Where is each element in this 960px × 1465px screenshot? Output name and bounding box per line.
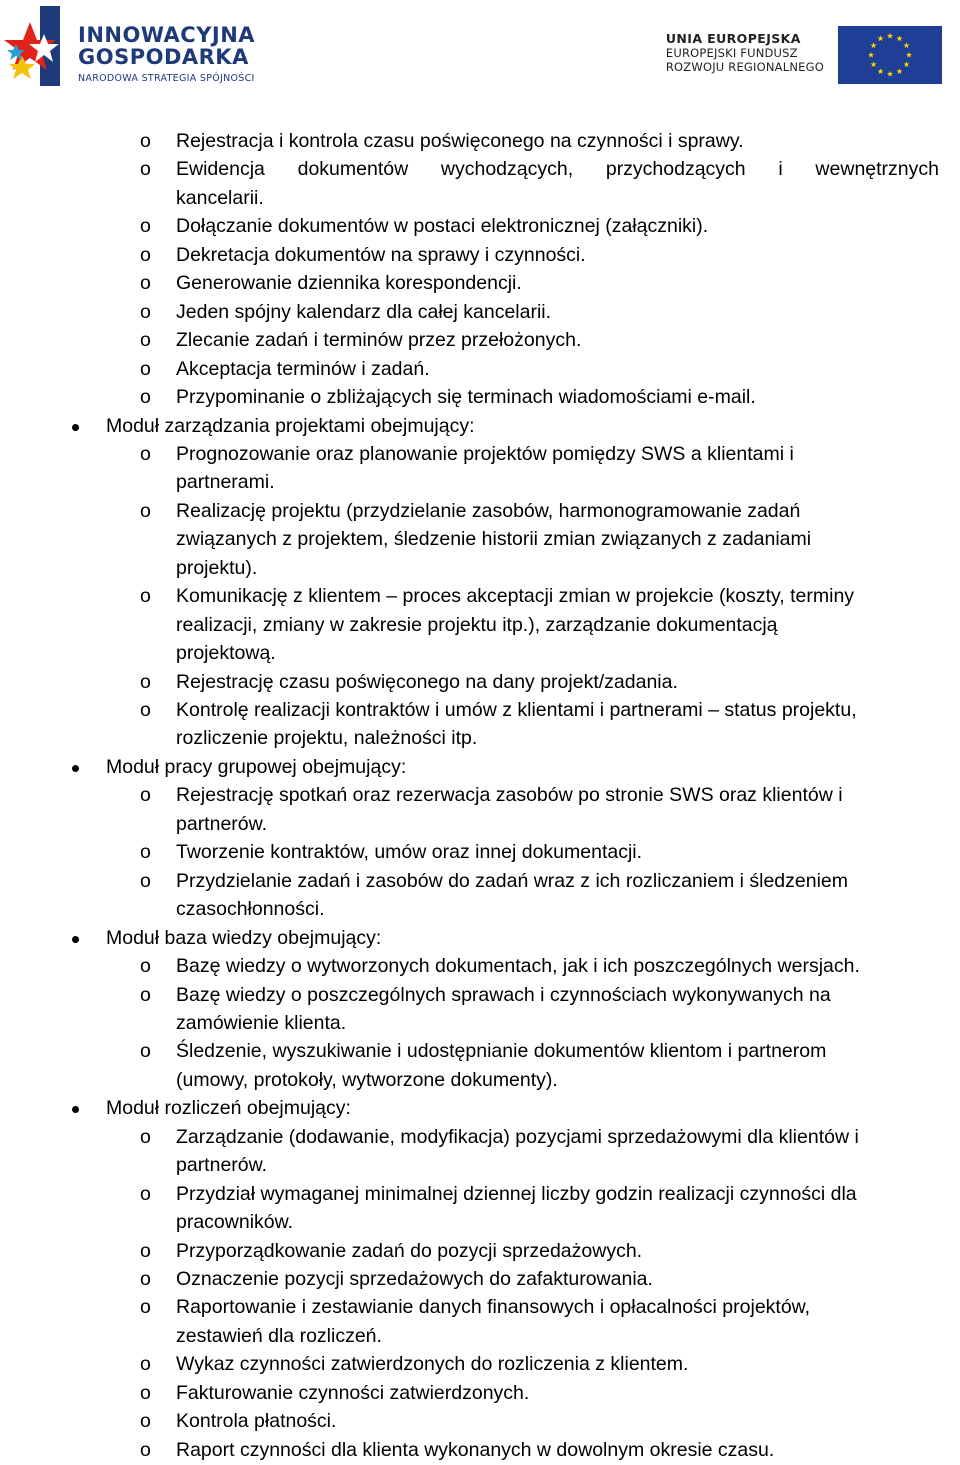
logo-line-2: GOSPODARKA — [78, 45, 249, 69]
list-item-text: związanych z projektem, śledzenie historii zmian związanych z zadaniami — [176, 528, 812, 551]
list-marker-o: o — [140, 1040, 151, 1063]
list-marker-o: o — [140, 955, 151, 978]
list-marker-o: o — [140, 499, 151, 522]
list-marker-o: o — [140, 1381, 151, 1404]
list-marker-o: o — [140, 1438, 151, 1461]
list-marker-o: o — [140, 272, 151, 295]
list-item-text: zestawień dla rozliczeń. — [176, 1324, 382, 1347]
list-marker-o: o — [140, 670, 151, 693]
eu-title: UNIA EUROPEJSKA — [665, 31, 801, 46]
list-item-text: Przyporządkowanie zadań do pozycji sprzedażowych. — [176, 1239, 643, 1262]
list-marker-o: o — [140, 784, 151, 807]
list-item-text: partnerów. — [176, 1154, 268, 1177]
list-item-text: Ewidencja dokumentów wychodzących, przychodzących i wewnętrznych — [176, 158, 939, 181]
list-item-text: Tworzenie kontraktów, umów oraz innej dokumentacji. — [176, 841, 643, 864]
section-heading: Moduł baza wiedzy obejmujący: — [106, 926, 382, 949]
list-item-text: projektową. — [176, 642, 276, 665]
list-item-text: Oznaczenie pozycji sprzedażowych do zafakturowania. — [176, 1268, 653, 1290]
list-marker-o: o — [140, 699, 151, 721]
list-marker-o: o — [140, 1268, 151, 1290]
list-item-text: Raport czynności dla klienta wykonanych w dowolnym okresie czasu. — [176, 1438, 775, 1461]
list-item-text: pracowników. — [176, 1211, 294, 1234]
list-item-text: partnerów. — [176, 812, 268, 835]
list-marker-o: o — [140, 215, 151, 238]
list-item-text: Raportowanie i zestawianie danych finansowych i opłacalności projektów, — [176, 1296, 811, 1319]
section-heading: Moduł pracy grupowej obejmujący: — [106, 755, 407, 778]
list-item-text: Rejestrację czasu poświęconego na dany projekt/zadania. — [176, 670, 678, 693]
list-item-text: Akceptacja terminów i zadań. — [176, 357, 430, 380]
list-item-text: Przydział wymaganej minimalnej dziennej liczby godzin realizacji czynności dla — [176, 1182, 857, 1205]
list-marker-o: o — [140, 386, 151, 409]
list-marker-o: o — [140, 329, 151, 352]
list-item-text: rozliczenie projektu, należności itp. — [176, 727, 478, 750]
list-item-text: Wykaz czynności zatwierdzonych do rozliczenia z klientem. — [176, 1353, 689, 1376]
list-marker-o: o — [140, 1296, 151, 1319]
list-item-text: Komunikację z klientem – proces akceptacji zmian w projekcie (koszty, terminy — [176, 585, 855, 608]
list-marker-o: o — [140, 1182, 151, 1205]
list-marker-o: o — [140, 869, 151, 892]
list-item-text: Fakturowanie czynności zatwierdzonych. — [176, 1381, 530, 1404]
list-item-text: Zarządzanie (dodawanie, modyfikacja) pozycjami sprzedażowymi dla klientów i — [176, 1125, 859, 1148]
eu-fund-line-1: EUROPEJSKI FUNDUSZ — [665, 46, 798, 60]
list-item-text: Śledzenie, wyszukiwanie i udostępnianie dokumentów klientom i partnerom — [176, 1040, 827, 1063]
list-item-text: projektu). — [176, 556, 258, 579]
list-item-text: Kontrola płatności. — [176, 1410, 337, 1433]
list-item-text: Przydzielanie zadań i zasobów do zadań wraz z ich rozliczaniem i śledzeniem — [176, 869, 848, 892]
list-item-text: Bazę wiedzy o poszczególnych sprawach i czynnościach wykonywanych na — [176, 983, 831, 1006]
list-item-text: Realizację projektu (przydzielanie zasobów, harmonogramowanie zadań — [176, 499, 801, 522]
list-item-text: Prognozowanie oraz planowanie projektów pomiędzy SWS a klientami i — [176, 442, 794, 465]
list-marker-o: o — [140, 300, 151, 323]
bullet-marker — [72, 424, 79, 431]
list-marker-o: o — [140, 158, 151, 181]
list-item-text: kancelarii. — [176, 186, 264, 209]
logo-line-3: NARODOWA STRATEGIA SPÓJNOŚCI — [78, 73, 255, 84]
list-item-text: Jeden spójny kalendarz dla całej kancelarii. — [176, 300, 552, 323]
list-item-text: zamówienie klienta. — [176, 1011, 347, 1034]
list-item-text: Rejestracja i kontrola czasu poświęconego na czynności i sprawy. — [176, 130, 744, 152]
list-item-text: Kontrolę realizacji kontraktów i umów z klientami i partnerami – status projektu, — [176, 699, 857, 721]
list-item-text: realizacji, zmiany w zakresie projektu itp.), zarządzanie dokumentacją — [176, 613, 778, 636]
list-marker-o: o — [140, 1125, 151, 1148]
list-marker-o: o — [140, 585, 151, 608]
list-item-text: czasochłonności. — [176, 898, 325, 921]
list-item-text: Bazę wiedzy o wytworzonych dokumentach, jak i ich poszczególnych wersjach. — [176, 955, 860, 978]
list-marker-o: o — [140, 841, 151, 864]
list-marker-o: o — [140, 983, 151, 1006]
list-item-text: (umowy, protokoły, wytworzone dokumenty). — [176, 1068, 558, 1091]
section-heading: Moduł zarządzania projektami obejmujący: — [106, 414, 475, 437]
list-item-text: Przypominanie o zbliżających się terminach wiadomościami e-mail. — [176, 386, 756, 409]
eu-fund-line-2: ROZWOJU REGIONALNEGO — [665, 60, 824, 74]
logo-line-1: INNOWACYJNA — [78, 23, 256, 47]
list-marker-o: o — [140, 442, 151, 465]
list-marker-o: o — [140, 1353, 151, 1376]
list-item-text: Dołączanie dokumentów w postaci elektronicznej (załączniki). — [176, 215, 709, 238]
list-item-text: Dekretacja dokumentów na sprawy i czynności. — [176, 243, 586, 266]
list-item-text: Zlecanie zadań i terminów przez przełożonych. — [176, 329, 582, 352]
list-marker-o: o — [140, 357, 151, 380]
section-heading: Moduł rozliczeń obejmujący: — [106, 1097, 351, 1120]
bullet-marker — [72, 1106, 79, 1113]
list-item-text: Generowanie dziennika korespondencji. — [176, 272, 522, 295]
list-marker-o: o — [140, 1239, 151, 1262]
list-marker-o: o — [140, 1410, 151, 1433]
list-item-text: Rejestrację spotkań oraz rezerwacja zasobów po stronie SWS oraz klientów i — [176, 784, 843, 807]
bullet-marker — [72, 765, 79, 772]
list-marker-o: o — [140, 243, 151, 266]
bullet-marker — [72, 936, 79, 943]
list-item-text: partnerami. — [176, 471, 275, 494]
list-marker-o: o — [140, 130, 151, 152]
